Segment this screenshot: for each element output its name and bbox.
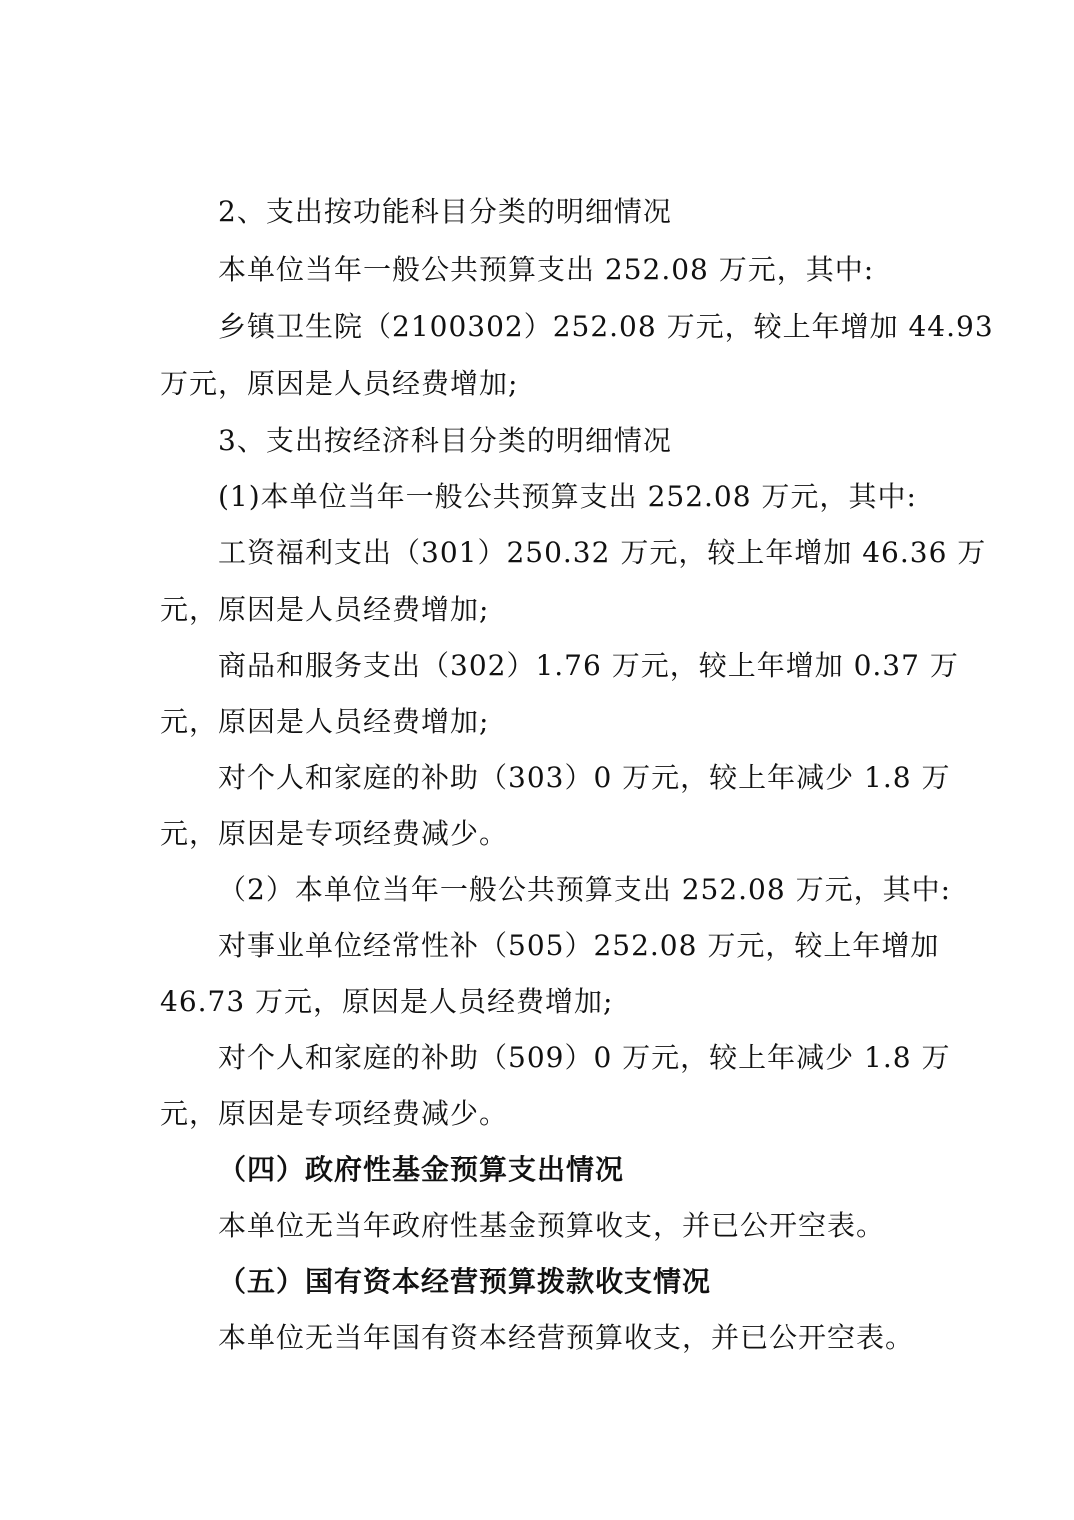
paragraph-line: 对事业单位经常性补（505）252.08 万元，较上年增加: [218, 929, 940, 962]
paragraph-line: 商品和服务支出（302）1.76 万元，较上年增加 0.37 万: [218, 649, 959, 682]
paragraph-line: 对个人和家庭的补助（509）0 万元，较上年减少 1.8 万: [218, 1041, 951, 1074]
paragraph-line: 元，原因是人员经费增加;: [160, 705, 490, 738]
paragraph-line: 元，原因是专项经费减少。: [160, 817, 509, 850]
paragraph-line: (1)本单位当年一般公共预算支出 252.08 万元，其中:: [218, 480, 917, 513]
paragraph-line: 万元，原因是人员经费增加;: [160, 367, 519, 400]
paragraph-line: 乡镇卫生院（2100302）252.08 万元，较上年增加 44.93: [218, 310, 994, 343]
section-heading-five: （五）国有资本经营预算拨款收支情况: [218, 1265, 712, 1298]
heading-functional-classification: 2、支出按功能科目分类的明细情况: [218, 195, 672, 228]
paragraph-line: 对个人和家庭的补助（303）0 万元，较上年减少 1.8 万: [218, 761, 951, 794]
paragraph-line: 元，原因是专项经费减少。: [160, 1097, 509, 1130]
paragraph-line: 本单位当年一般公共预算支出 252.08 万元，其中:: [218, 253, 875, 286]
paragraph-line: 本单位无当年国有资本经营预算收支，并已公开空表。: [218, 1321, 915, 1354]
paragraph-line: 元，原因是人员经费增加;: [160, 593, 490, 626]
heading-economic-classification: 3、支出按经济科目分类的明细情况: [218, 424, 672, 457]
paragraph-line: 本单位无当年政府性基金预算收支，并已公开空表。: [218, 1209, 886, 1242]
paragraph-line: 工资福利支出（301）250.32 万元，较上年增加 46.36 万: [218, 536, 987, 569]
paragraph-line: （2）本单位当年一般公共预算支出 252.08 万元，其中:: [218, 873, 952, 906]
section-heading-four: （四）政府性基金预算支出情况: [218, 1153, 625, 1186]
paragraph-line: 46.73 万元，原因是人员经费增加;: [160, 985, 614, 1018]
